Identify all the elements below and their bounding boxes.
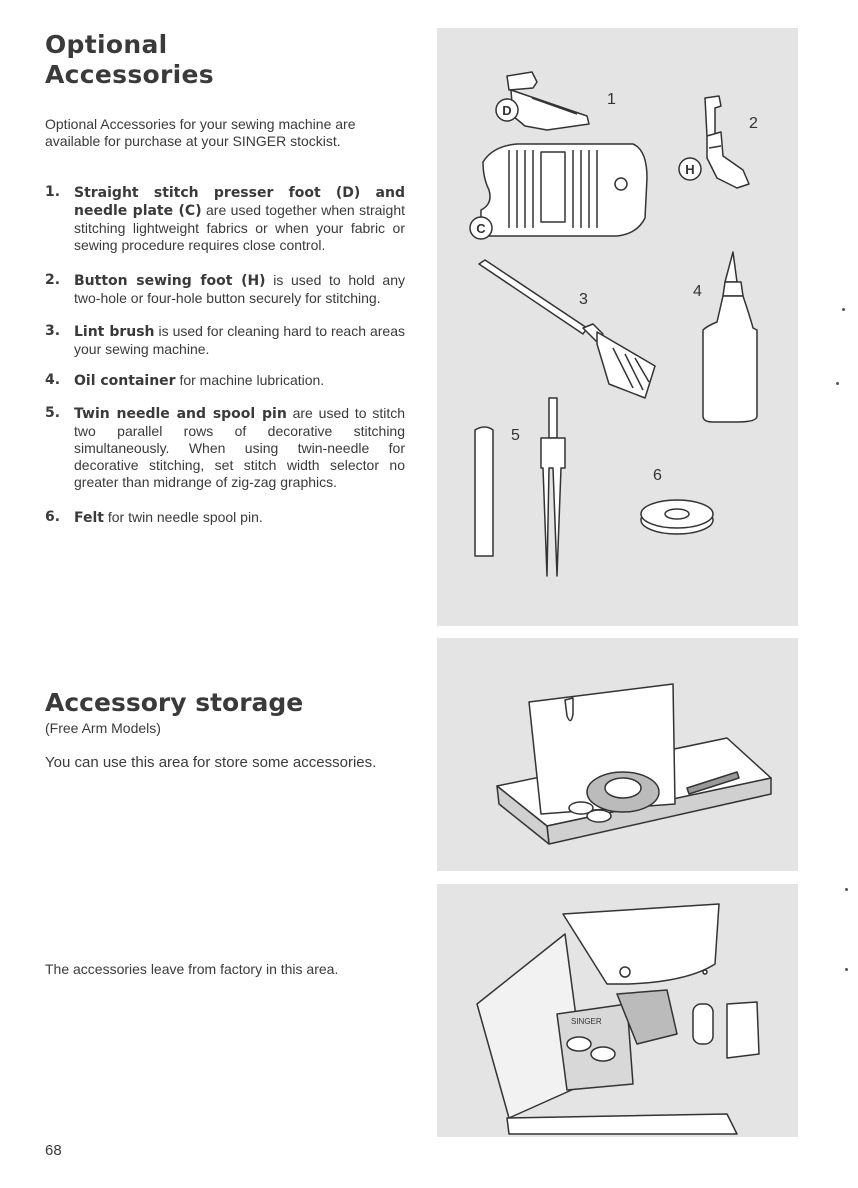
section-title-optional-accessories [45,30,214,90]
item-number: 2. [45,272,61,288]
figure-label: 2 [749,115,758,132]
storage-tray-illustration [437,638,798,871]
item-number: 6. [45,509,61,525]
item-term: Lint brush [74,324,155,340]
figure-factory-area [437,884,798,1137]
figure-label: 6 [653,467,662,484]
straight-stitch-foot-icon [496,72,589,130]
item-text: is used for cleaning hard to reach areas your sewing machine. [74,323,405,357]
lint-brush-icon [479,260,655,398]
list-item [45,323,405,358]
letter-badge: D [502,103,512,118]
list-item [45,405,405,491]
figure-label: 1 [607,91,616,108]
item-term: Oil container [74,373,176,389]
title-line-2: Accessories [45,60,214,89]
scan-speck [842,308,845,311]
machine-base-illustration [437,884,798,1137]
figure-accessory-storage [437,638,798,871]
item-text: are used to stitch two parallel rows of decorative stitching simultaneously. When using twin-needle for decorative stitching, set stitch width selector no greater than midrange of zig-zag graphics. [74,405,405,490]
accessory-list [45,184,405,527]
page-number: 68 [45,1142,62,1159]
list-item [45,184,405,254]
scan-speck [836,382,839,385]
scan-speck [845,968,848,971]
needle-plate-icon [470,144,647,239]
oil-container-icon [703,252,757,422]
storage-paragraph: You can use this area for store some accessories. [45,754,377,771]
letter-badge: C [476,221,486,236]
figure-label: 3 [579,291,588,308]
item-text: for machine lubrication. [175,372,325,388]
item-number: 3. [45,323,61,339]
item-term: Felt [74,510,104,526]
figure-accessories [437,28,798,626]
item-number: 4. [45,372,61,388]
item-term: Twin needle and spool pin [74,406,287,422]
item-term: Button sewing foot (H) [74,273,266,289]
item-text: for twin needle spool pin. [103,509,263,525]
item-text: is used to hold any two-hole or four-hole button securely for stitching. [74,272,406,306]
factory-paragraph: The accessories leave from factory in this area. [45,961,339,977]
list-item [45,372,405,390]
figure-label: 4 [693,283,702,300]
accessories-illustration [437,28,798,626]
item-term: Straight stitch presser foot (D) and needle plate (C) [74,185,405,219]
intro-paragraph: Optional Accessories for your sewing machine are available for purchase at your SINGER stockist. [45,116,356,149]
list-item [45,509,405,527]
list-item [45,272,405,307]
section-title-accessory-storage: Accessory storage [45,688,304,717]
title-line-1: Optional [45,30,168,59]
twin-needle-icon [541,398,565,576]
letter-badge: H [685,162,695,177]
spool-pin-icon [475,427,493,556]
scan-speck [845,888,848,891]
item-text: are used together when straight stitching lightweight fabrics or when your fabric or sewing procedure requires close control. [74,202,405,253]
item-number: 1. [45,184,61,200]
item-number: 5. [45,405,61,421]
section-subtitle: (Free Arm Models) [45,720,161,736]
brand-label: SINGER [571,1017,602,1026]
felt-icon [641,500,713,534]
figure-label: 5 [511,427,520,444]
